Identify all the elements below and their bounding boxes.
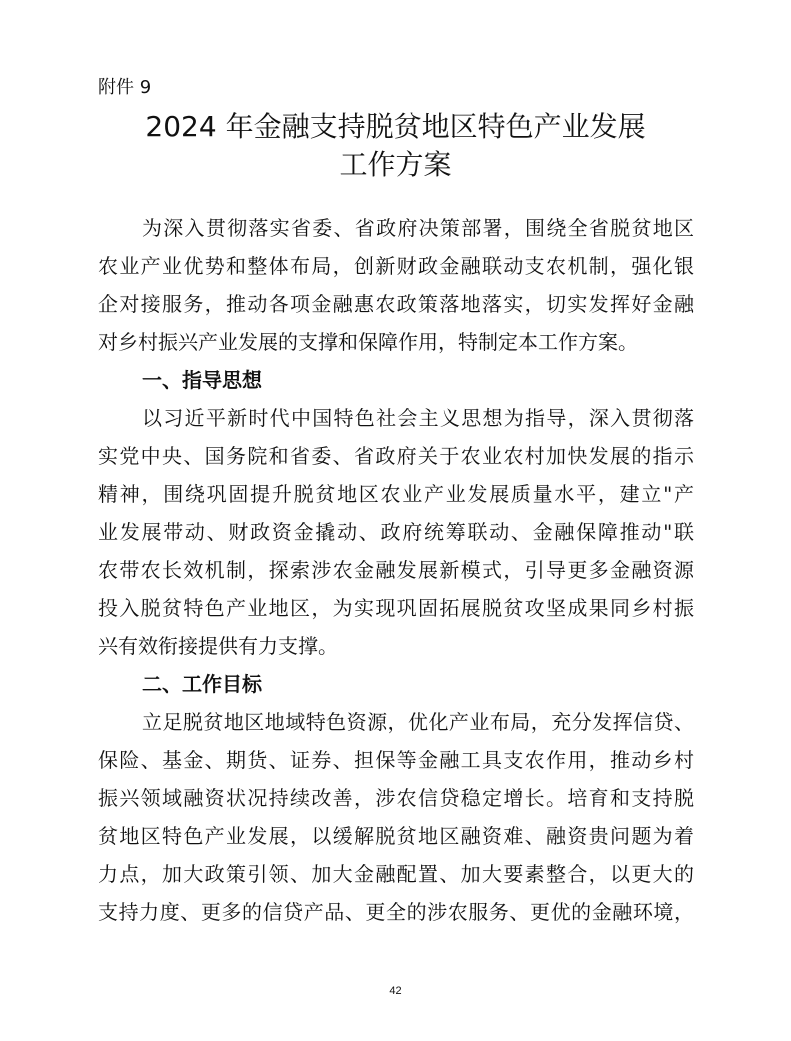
document-title-line-1: 2024 年金融支持脱贫地区特色产业发展 [145, 110, 646, 143]
paragraph-line: 兴有效衔接提供有力支撑。 [98, 634, 338, 658]
paragraph-line: 对乡村振兴产业发展的支撑和保障作用，特制定本工作方案。 [98, 330, 638, 354]
paragraph-line: 贫地区特色产业发展，以缓解脱贫地区融资难、融资贵问题为着 [98, 824, 694, 848]
section-heading: 一、指导思想 [142, 368, 262, 392]
paragraph-line: 精神，围绕巩固提升脱贫地区农业产业发展质量水平，建立"产 [98, 482, 694, 506]
paragraph-line: 力点，加大政策引领、加大金融配置、加大要素整合，以更大的 [98, 862, 694, 886]
paragraph-line: 为深入贯彻落实省委、省政府决策部署，围绕全省脱贫地区 [142, 216, 694, 240]
paragraph-line: 实党中央、国务院和省委、省政府关于农业农村加快发展的指示 [98, 444, 694, 468]
section-heading: 二、工作目标 [142, 672, 262, 696]
paragraph-line: 农带农长效机制，探索涉农金融发展新模式，引导更多金融资源 [98, 558, 694, 582]
paragraph-line: 企对接服务，推动各项金融惠农政策落地落实，切实发挥好金融 [98, 292, 694, 316]
paragraph-line: 保险、基金、期货、证券、担保等金融工具支农作用，推动乡村 [98, 748, 694, 772]
paragraph-line: 业发展带动、财政资金撬动、政府统筹联动、金融保障推动"联 [98, 520, 694, 544]
paragraph-line: 支持力度、更多的信贷产品、更全的涉农服务、更优的金融环境， [98, 900, 694, 924]
paragraph-line: 立足脱贫地区地域特色资源，优化产业布局，充分发挥信贷、 [142, 710, 694, 734]
paragraph-line: 以习近平新时代中国特色社会主义思想为指导，深入贯彻落 [142, 406, 694, 430]
page-number: 42 [389, 985, 402, 997]
paragraph-line: 振兴领域融资状况持续改善，涉农信贷稳定增长。培育和支持脱 [98, 786, 694, 810]
paragraph-line: 农业产业优势和整体布局，创新财政金融联动支农机制，强化银 [98, 254, 694, 278]
attachment-label: 附件 9 [98, 77, 152, 98]
paragraph-line: 投入脱贫特色产业地区，为实现巩固拓展脱贫攻坚成果同乡村振 [98, 596, 694, 620]
document-title-line-2: 工作方案 [339, 148, 452, 181]
